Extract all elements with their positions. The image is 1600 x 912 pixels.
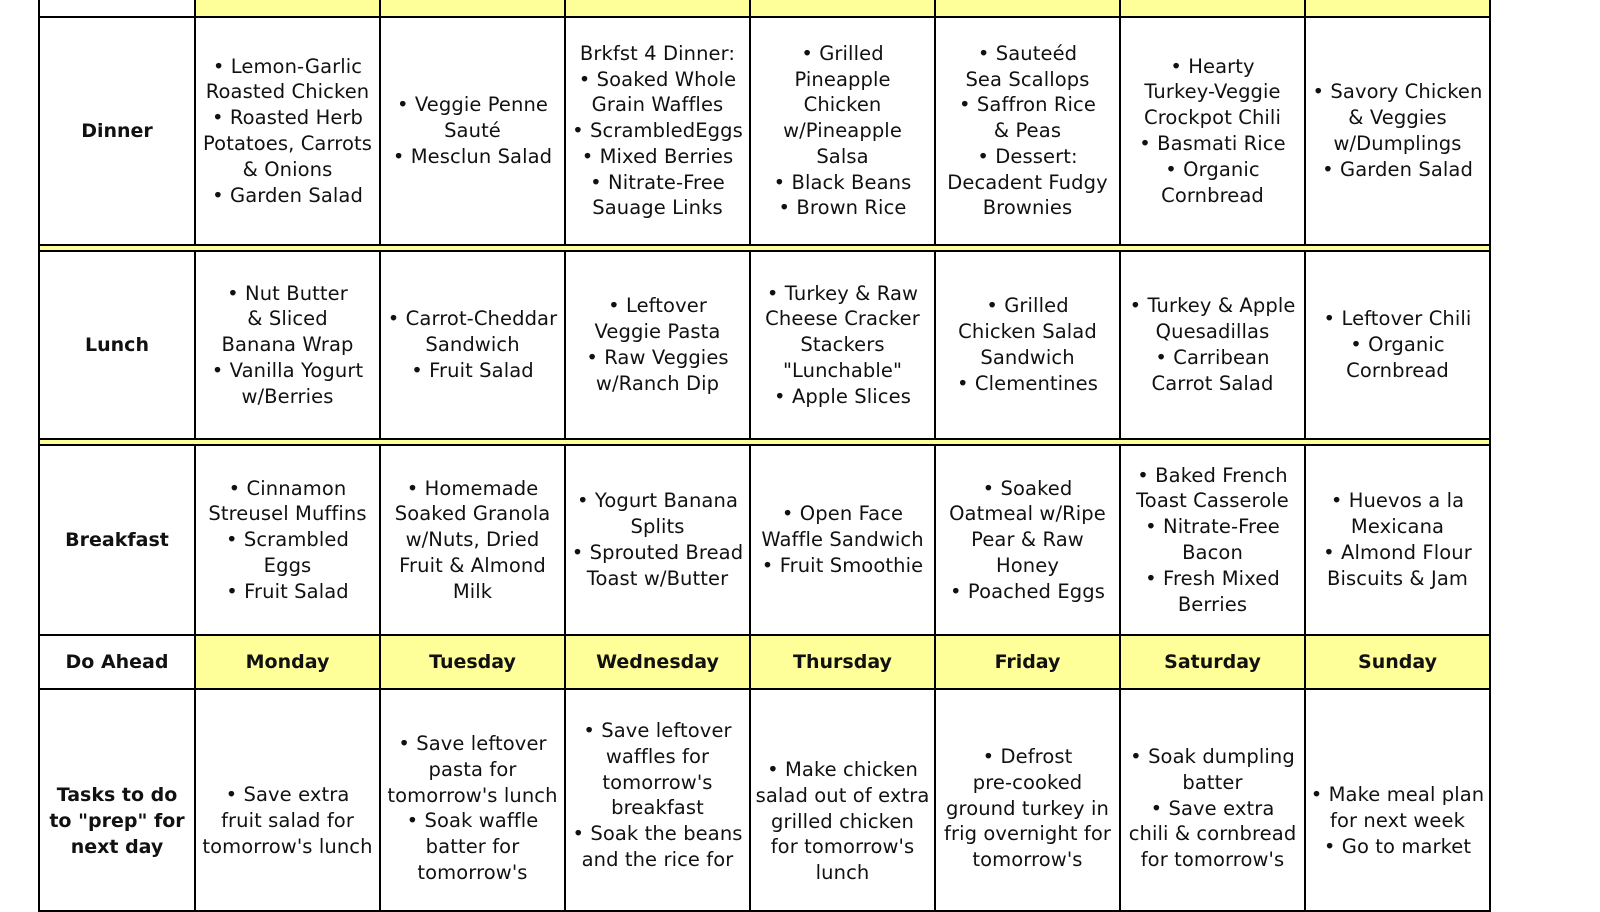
cell-lines (751, 501, 934, 578)
dinner-item-line: Sauage Links (592, 196, 723, 220)
tasks-item-line: tomorrow's lunch (387, 783, 558, 807)
lunch-item-line: • Leftover Chili (1323, 307, 1472, 331)
cell-lines (566, 293, 749, 396)
day-header-tuesday: Tuesday (380, 635, 565, 689)
tasks-item-line: tomorrow's lunch (202, 834, 373, 858)
lunch-item-line: • Apple Slices (774, 384, 911, 408)
lunch-item-line: Stackers (800, 333, 885, 357)
dinner-item-line: • Veggie Penne (396, 93, 549, 117)
dinner-item-line: • Saffron Rice (959, 93, 1096, 117)
top-strip-cell (1305, 0, 1490, 17)
lunch-item-line: • Grilled (986, 294, 1069, 318)
lunch-item-line: • Vanilla Yogurt (211, 358, 364, 382)
breakfast-cell (1305, 445, 1490, 635)
dinner-item-line: Pineapple (794, 67, 891, 91)
tasks-item-line: batter (1182, 770, 1243, 794)
tasks-item-line: fruit salad for (221, 808, 354, 832)
tasks-item-line: • Soak waffle (406, 809, 539, 833)
cell-lines (1306, 488, 1489, 591)
cell-lines (196, 281, 379, 410)
breakfast-item-line: Soaked Granola (394, 502, 551, 526)
lunch-item-line: Cheese Cracker (765, 307, 920, 331)
breakfast-item-line: Honey (996, 553, 1059, 577)
row-label-dinner: Dinner (39, 17, 195, 245)
dinner-item-line: Roasted Chicken (205, 80, 370, 104)
dinner-item-line: • Black Beans (773, 170, 912, 194)
lunch-item-line: Cornbread (1346, 358, 1449, 382)
dinner-cell (195, 17, 380, 245)
cell-lines (381, 306, 564, 383)
top-strip-cell (935, 0, 1120, 17)
tasks-item-line: frig overnight for (944, 822, 1111, 846)
lunch-item-line: & Sliced (247, 307, 328, 331)
dinner-item-line: • Nitrate-Free (590, 170, 725, 194)
dinner-item-line: Potatoes, Carrots (203, 132, 372, 155)
task-cell (380, 689, 565, 911)
cell-lines (1306, 306, 1489, 383)
cell-lines (381, 690, 564, 886)
dinner-item-line: • Mixed Berries (581, 144, 734, 168)
dinner-item-line: & Veggies (1348, 106, 1447, 130)
dinner-item-line: • Lemon-Garlic (212, 54, 363, 78)
dinner-item-line: w/Pineapple (783, 119, 902, 143)
tasks-label-wrap (40, 690, 194, 860)
breakfast-cell (380, 445, 565, 635)
dinner-item-line: • Garden Salad (212, 183, 363, 207)
breakfast-item-line: Milk (452, 579, 493, 603)
day-header-friday: Friday (935, 635, 1120, 689)
dinner-item-line: • Grilled (801, 41, 884, 65)
row-label-breakfast: Breakfast (39, 445, 195, 635)
breakfast-item-line: Bacon (1182, 541, 1243, 564)
dinner-item-line: • Sauteéd (977, 41, 1078, 65)
tasks-item-line: • Go to market (1323, 834, 1472, 858)
dinner-item-line: & Onions (242, 157, 333, 181)
dinner-item-line: & Peas (993, 119, 1062, 143)
tasks-item-line: ground turkey in (946, 796, 1109, 820)
cell-lines (936, 41, 1119, 222)
cell-lines (751, 41, 934, 222)
day-header-sunday: Sunday (1305, 635, 1490, 689)
dinner-item-line: • Hearty (1170, 54, 1255, 78)
lunch-row (39, 251, 1490, 439)
cell-lines (196, 476, 379, 605)
dinner-item-line: • Roasted Herb (211, 106, 364, 130)
breakfast-item-line: Oatmeal w/Ripe (949, 502, 1106, 526)
tasks-item-line: batter for (425, 835, 520, 859)
tasks-item-line: • Save extra (225, 783, 350, 806)
lunch-cell (195, 251, 380, 439)
dinner-item-line: • Soaked Whole (578, 67, 737, 91)
lunch-item-line: w/Ranch Dip (595, 371, 720, 395)
cell-lines (381, 92, 564, 169)
lunch-item-line: • Turkey & Apple (1129, 294, 1296, 318)
tasks-item-line: tomorrow's (972, 848, 1083, 872)
task-cell (1305, 689, 1490, 911)
breakfast-item-line: • Yogurt Banana (577, 489, 738, 513)
task-cell (1120, 689, 1305, 911)
lunch-cell (1305, 251, 1490, 439)
lunch-item-line: Quesadillas (1155, 320, 1270, 344)
lunch-cell (380, 251, 565, 439)
dinner-cell (380, 17, 565, 245)
tasks-label-line: to "prep" for (49, 810, 185, 832)
dinner-item-line: • Mesclun Salad (392, 144, 553, 168)
tasks-item-line: • Save leftover (583, 719, 732, 742)
cell-lines (566, 690, 749, 873)
cell-lines (196, 54, 379, 209)
lunch-item-line: • Carrot-Cheddar (387, 307, 558, 331)
cell-lines (381, 476, 564, 605)
dinner-item-line: • Basmati Rice (1139, 132, 1286, 155)
top-strip-label-cell (39, 0, 195, 17)
dinner-item-line: Turkey-Veggie (1144, 80, 1281, 104)
tasks-item-line: for tomorrow's (1140, 848, 1285, 872)
dinner-item-line: • Dessert: (977, 144, 1078, 168)
dinner-row (39, 17, 1490, 245)
cell-lines (1121, 463, 1304, 618)
dinner-item-line: • Garden Salad (1322, 157, 1473, 181)
breakfast-item-line: • Scrambled (225, 528, 350, 552)
lunch-item-line: Sandwich (425, 333, 520, 357)
tasks-item-line: • Defrost (982, 745, 1073, 768)
breakfast-item-line: Streusel Muffins (208, 502, 367, 526)
lunch-item-line: • Leftover (608, 294, 707, 318)
meal-plan-sheet (38, 0, 1491, 912)
tasks-item-line: tomorrow's (417, 860, 528, 884)
breakfast-item-line: Toast w/Butter (586, 566, 729, 590)
lunch-item-line: w/Berries (241, 384, 334, 408)
lunch-item-line: Veggie Pasta (594, 320, 721, 344)
tasks-item-line: • Save leftover (398, 732, 547, 755)
tasks-item-line: • Soak the beans (572, 822, 743, 846)
breakfast-row (39, 445, 1490, 635)
dinner-cell (935, 17, 1120, 245)
cell-lines (1121, 690, 1304, 873)
day-header-monday: Monday (195, 635, 380, 689)
lunch-item-line: • Clementines (957, 371, 1098, 395)
top-strip-cell (195, 0, 380, 17)
dinner-item-line: Crockpot Chili (1144, 106, 1281, 130)
cell-lines (566, 41, 749, 222)
dinner-item-line: w/Dumplings (1333, 132, 1462, 155)
row-label-tasks (39, 689, 195, 911)
tasks-item-line: • Save extra (1150, 796, 1275, 820)
breakfast-item-line: • Poached Eggs (950, 579, 1105, 603)
breakfast-item-line: • Nitrate-Free (1145, 515, 1280, 539)
breakfast-cell (195, 445, 380, 635)
dinner-item-line: Salsa (816, 144, 869, 168)
meal-plan-table (38, 0, 1491, 912)
breakfast-item-line: • Cinnamon (228, 476, 347, 500)
breakfast-item-line: • Baked French (1137, 463, 1288, 487)
dinner-item-line: Grain Waffles (591, 93, 724, 117)
tasks-item-line: • Make chicken (767, 758, 918, 781)
lunch-item-line: Carrot Salad (1151, 371, 1274, 395)
dinner-item-line: Sea Scallops (965, 67, 1090, 91)
cell-lines (1121, 293, 1304, 396)
breakfast-item-line: • Homemade (406, 476, 539, 500)
breakfast-item-line: Waffle Sandwich (761, 528, 924, 552)
day-header-wednesday: Wednesday (565, 635, 750, 689)
breakfast-item-line: • Soaked (982, 476, 1073, 500)
row-label-do-ahead: Do Ahead (39, 635, 195, 689)
breakfast-item-line: Pear & Raw (971, 528, 1084, 552)
dinner-cell (565, 17, 750, 245)
tasks-row (39, 689, 1490, 911)
breakfast-item-line: Biscuits & Jam (1327, 566, 1468, 590)
breakfast-item-line: • Sprouted Bread (571, 541, 744, 564)
lunch-item-line: Sandwich (980, 346, 1075, 369)
breakfast-item-line: Eggs (263, 553, 312, 577)
top-strip-cell (565, 0, 750, 17)
breakfast-item-line: Toast Casserole (1136, 489, 1289, 513)
top-header-strip (39, 0, 1490, 17)
breakfast-item-line: • Fresh Mixed (1145, 566, 1280, 590)
lunch-cell (1120, 251, 1305, 439)
dinner-cell (1120, 17, 1305, 245)
dinner-cell (750, 17, 935, 245)
breakfast-cell (750, 445, 935, 635)
breakfast-item-line: Berries (1177, 592, 1248, 616)
tasks-item-line: grilled chicken (771, 809, 914, 833)
day-header-thursday: Thursday (750, 635, 935, 689)
cell-lines (936, 293, 1119, 396)
breakfast-cell (565, 445, 750, 635)
cell-lines (751, 690, 934, 886)
breakfast-item-line: Mexicana (1350, 515, 1445, 539)
breakfast-item-line: Splits (630, 515, 685, 539)
tasks-item-line: pre-cooked (972, 770, 1083, 794)
tasks-item-line: lunch (815, 861, 870, 885)
lunch-item-line: • Turkey & Raw (766, 281, 919, 305)
tasks-item-line: • Soak dumpling (1130, 745, 1295, 768)
do-ahead-header-row (39, 635, 1490, 689)
task-cell (195, 689, 380, 911)
tasks-item-line: salad out of extra (755, 783, 930, 807)
breakfast-item-line: Fruit & Almond (399, 553, 546, 577)
breakfast-item-line: • Open Face (781, 502, 904, 526)
lunch-item-line: • Carribean (1155, 346, 1270, 369)
dinner-item-line: • Organic (1165, 157, 1260, 181)
task-cell (935, 689, 1120, 911)
lunch-cell (750, 251, 935, 439)
tasks-item-line: • Make meal plan (1310, 783, 1485, 806)
lunch-item-line: • Organic (1350, 333, 1445, 357)
tasks-item-line: tomorrow's (602, 770, 713, 794)
dinner-item-line: Chicken (803, 93, 882, 117)
cell-lines (936, 476, 1119, 605)
dinner-item-line: Brkfst 4 Dinner: (579, 41, 736, 65)
lunch-item-line: • Nut Butter (227, 281, 348, 305)
lunch-item-line: Banana Wrap (221, 333, 354, 357)
breakfast-cell (1120, 445, 1305, 635)
day-header-saturday: Saturday (1120, 635, 1305, 689)
dinner-item-line: Cornbread (1161, 183, 1264, 207)
lunch-cell (565, 251, 750, 439)
breakfast-cell (935, 445, 1120, 635)
lunch-item-line: • Raw Veggies (586, 346, 729, 369)
lunch-item-line: • Fruit Salad (411, 358, 534, 382)
dinner-item-line: Decadent Fudgy (947, 170, 1108, 194)
task-cell (750, 689, 935, 911)
tasks-item-line: for next week (1330, 808, 1465, 832)
row-label-lunch: Lunch (39, 251, 195, 439)
cell-lines (751, 281, 934, 410)
tasks-label-line: Tasks to do (56, 784, 178, 806)
breakfast-item-line: • Huevos a la (1330, 489, 1465, 513)
lunch-item-line: Chicken Salad (958, 320, 1097, 344)
dinner-item-line: Brownies (982, 196, 1073, 220)
dinner-item-line: • Brown Rice (778, 196, 907, 220)
breakfast-item-line: • Fruit Smoothie (761, 553, 924, 577)
lunch-item-line: "Lunchable" (782, 358, 903, 382)
dinner-item-line: • Savory Chicken (1312, 80, 1483, 104)
tasks-item-line: waffles for (605, 744, 710, 768)
top-strip-cell (380, 0, 565, 17)
top-strip-cell (1120, 0, 1305, 17)
cell-lines (1306, 79, 1489, 182)
cell-lines (1121, 54, 1304, 209)
tasks-item-line: breakfast (611, 796, 704, 820)
cell-lines (196, 690, 379, 859)
dinner-cell (1305, 17, 1490, 245)
breakfast-item-line: w/Nuts, Dried (405, 528, 540, 552)
cell-lines (1306, 690, 1489, 859)
tasks-label-line: next day (70, 836, 164, 858)
breakfast-item-line: • Fruit Salad (226, 579, 349, 603)
task-cell (565, 689, 750, 911)
breakfast-item-line: • Almond Flour (1323, 541, 1472, 564)
cell-lines (936, 690, 1119, 873)
dinner-item-line: • ScrambledEggs (572, 119, 743, 143)
tasks-item-line: pasta for (428, 757, 517, 781)
tasks-item-line: and the rice for (581, 847, 734, 871)
cell-lines (566, 488, 749, 591)
dinner-item-line: Sauté (444, 119, 501, 143)
lunch-cell (935, 251, 1120, 439)
tasks-item-line: chili & cornbread (1128, 822, 1297, 846)
top-strip-cell (750, 0, 935, 17)
tasks-item-line: for tomorrow's (770, 835, 915, 859)
